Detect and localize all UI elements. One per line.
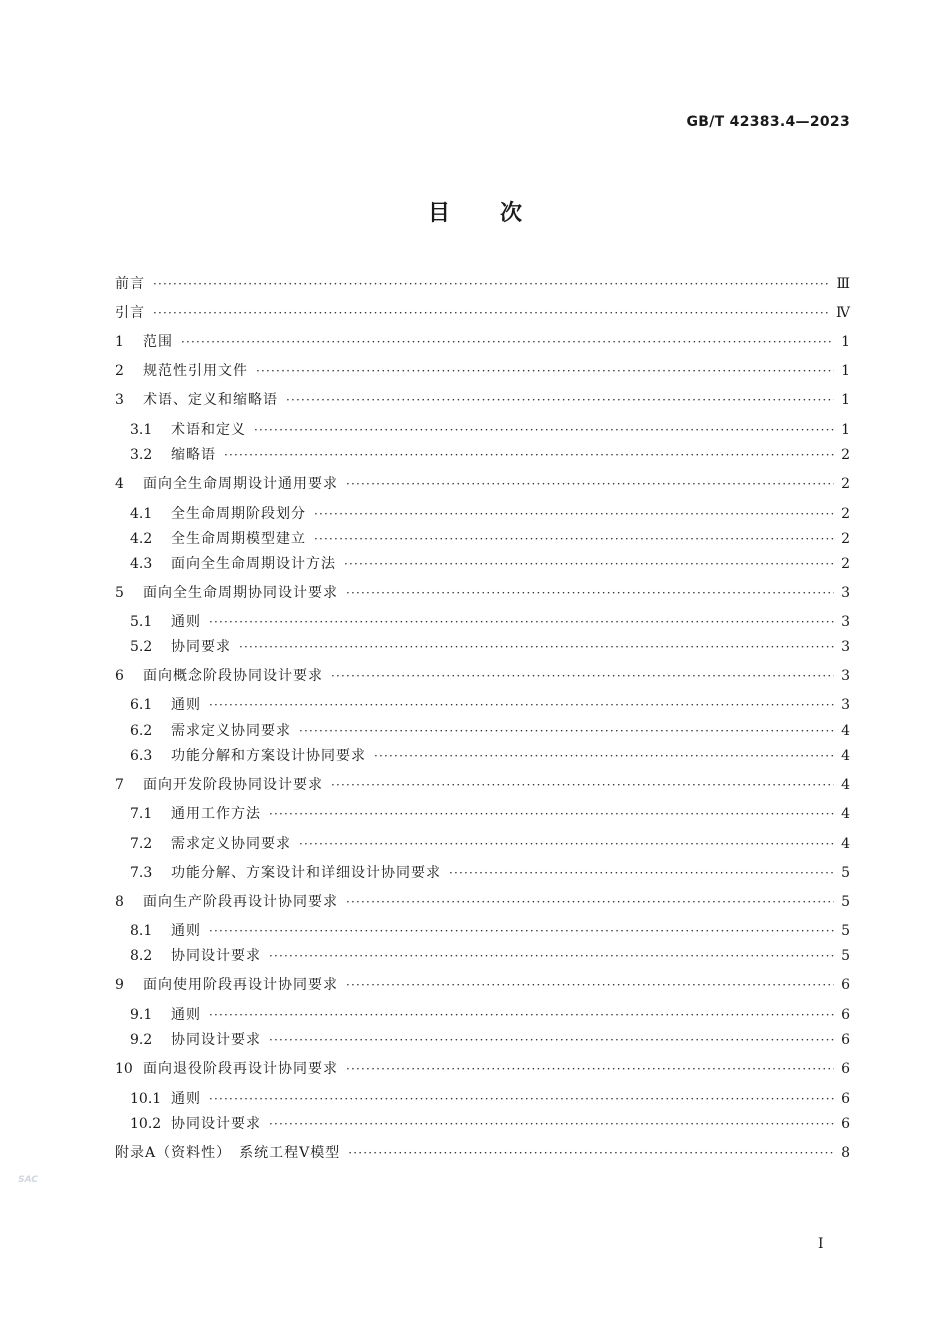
toc-entry-page: 3 — [841, 614, 850, 630]
toc-dot-leader — [348, 1143, 834, 1163]
toc-entry-number: 4 — [115, 476, 124, 492]
toc-entry-title: 通则 — [171, 923, 201, 939]
toc-entry-title: 需求定义协同要求 — [171, 836, 291, 852]
toc-entry-number: 4.1 — [130, 506, 153, 522]
toc-entry-page: 2 — [841, 556, 850, 572]
toc-entry-page: 6 — [841, 1091, 850, 1107]
toc-dot-leader — [181, 332, 834, 352]
toc-entry-number: 8 — [115, 894, 124, 910]
toc-entry[interactable] — [115, 361, 850, 381]
toc-entry[interactable] — [130, 1089, 850, 1109]
toc-entry-title: 功能分解和方案设计协同要求 — [171, 748, 366, 764]
standard-code: GB/T 42383.4—2023 — [686, 114, 850, 130]
toc-entry[interactable] — [130, 529, 850, 549]
toc-entry-title: 全生命周期模型建立 — [171, 531, 306, 547]
toc-entry[interactable] — [130, 445, 850, 465]
toc-entry[interactable] — [115, 1059, 850, 1079]
toc-entry-number: 7.2 — [130, 836, 153, 852]
toc-entry-title: 范围 — [143, 334, 173, 350]
toc-entry-title: 面向生产阶段再设计协同要求 — [143, 894, 338, 910]
toc-entry[interactable] — [130, 746, 850, 766]
toc-entry[interactable] — [115, 583, 850, 603]
toc-dot-leader — [239, 637, 834, 657]
toc-entry-title: 通则 — [171, 1091, 201, 1107]
toc-entry-title: 面向使用阶段再设计协同要求 — [143, 977, 338, 993]
toc-entry-page: 3 — [841, 697, 850, 713]
toc-entry-page: 2 — [841, 506, 850, 522]
toc-dot-leader — [449, 863, 834, 883]
toc-entry-title: 协同设计要求 — [171, 1032, 261, 1048]
toc-entry-number: 8.2 — [130, 948, 153, 964]
toc-entry-title: 通则 — [171, 1007, 201, 1023]
toc-entry-title: 功能分解、方案设计和详细设计协同要求 — [171, 865, 441, 881]
toc-dot-leader — [346, 892, 834, 912]
toc-dot-leader — [269, 1114, 834, 1134]
toc-entry-page: 1 — [841, 334, 850, 350]
toc-entry-page: 6 — [841, 1007, 850, 1023]
toc-entry-number: 6 — [115, 668, 124, 684]
toc-dot-leader — [346, 583, 834, 603]
toc-entry-title: 前言 — [115, 276, 145, 292]
toc-dot-leader — [209, 1005, 834, 1025]
toc-entry-title: 面向开发阶段协同设计要求 — [143, 777, 323, 793]
toc-entry[interactable] — [130, 1005, 850, 1025]
toc-entry-page: 4 — [841, 836, 850, 852]
toc-entry-page: 4 — [841, 748, 850, 764]
toc-entry[interactable] — [115, 390, 850, 410]
toc-entry-page: 2 — [841, 531, 850, 547]
toc-entry-page: 8 — [841, 1145, 850, 1161]
toc-dot-leader — [344, 554, 834, 574]
toc-dot-leader — [331, 775, 834, 795]
toc-title: 目次 — [427, 201, 572, 226]
toc-entry[interactable] — [130, 1030, 850, 1050]
toc-entry-title: 引言 — [115, 305, 145, 321]
toc-entry-number: 5.2 — [130, 639, 153, 655]
toc-dot-leader — [209, 695, 834, 715]
toc-entry-title: 附录A（资料性） 系统工程V模型 — [115, 1145, 341, 1161]
toc-entry-number: 9.2 — [130, 1032, 153, 1048]
toc-dot-leader — [314, 504, 834, 524]
toc-dot-leader — [209, 921, 834, 941]
toc-dot-leader — [256, 361, 834, 381]
toc-dot-leader — [209, 612, 834, 632]
toc-entry-number: 6.3 — [130, 748, 153, 764]
toc-entry-number: 6.2 — [130, 723, 153, 739]
toc-entry-page: 1 — [841, 392, 850, 408]
toc-entry[interactable] — [115, 975, 850, 995]
toc-dot-leader — [299, 721, 834, 741]
toc-entry-title: 协同设计要求 — [171, 1116, 261, 1132]
toc-dot-leader — [286, 390, 834, 410]
toc-dot-leader — [346, 474, 834, 494]
toc-entry-number: 1 — [115, 334, 124, 350]
toc-entry-number: 3.1 — [130, 422, 153, 438]
toc-entry-page: 2 — [841, 447, 850, 463]
toc-entry-number: 10 — [115, 1061, 133, 1077]
toc-entry-title: 面向全生命周期协同设计要求 — [143, 585, 338, 601]
toc-entry[interactable] — [130, 721, 850, 741]
toc-entry[interactable] — [115, 1143, 850, 1163]
toc-entry-page: 6 — [841, 977, 850, 993]
toc-entry[interactable] — [115, 303, 850, 323]
toc-entry[interactable] — [115, 775, 850, 795]
toc-entry-page: 5 — [841, 923, 850, 939]
toc-entry-number: 6.1 — [130, 697, 153, 713]
toc-entry-number: 7.3 — [130, 865, 153, 881]
toc-entry-number: 2 — [115, 363, 124, 379]
toc-entry-title: 缩略语 — [171, 447, 216, 463]
toc-entry-page: Ⅲ — [836, 276, 850, 292]
toc-entry-page: 3 — [841, 585, 850, 601]
toc-dot-leader — [153, 274, 830, 294]
toc-entry-number: 4.2 — [130, 531, 153, 547]
toc-dot-leader — [209, 1089, 834, 1109]
toc-dot-leader — [224, 445, 834, 465]
toc-entry[interactable] — [130, 504, 850, 524]
toc-entry[interactable] — [130, 1114, 850, 1134]
toc-entry-number: 10.2 — [130, 1116, 162, 1132]
toc-entry[interactable] — [130, 554, 850, 574]
toc-entry-number: 10.1 — [130, 1091, 162, 1107]
toc-entry-page: Ⅳ — [836, 305, 850, 321]
toc-dot-leader — [299, 834, 834, 854]
toc-entry[interactable] — [130, 612, 850, 632]
toc-entry-page: 3 — [841, 639, 850, 655]
toc-entry-page: 6 — [841, 1061, 850, 1077]
toc-dot-leader — [374, 746, 834, 766]
toc-dot-leader — [314, 529, 834, 549]
toc-entry[interactable] — [115, 666, 850, 686]
toc-entry-title: 需求定义协同要求 — [171, 723, 291, 739]
toc-entry-page: 5 — [841, 948, 850, 964]
toc-entry[interactable] — [115, 274, 850, 294]
toc-entry-number: 5 — [115, 585, 124, 601]
toc-entry[interactable] — [115, 332, 850, 352]
toc-entry-page: 5 — [841, 894, 850, 910]
toc-entry-number: 7 — [115, 777, 124, 793]
toc-entry-number: 8.1 — [130, 923, 153, 939]
toc-entry-number: 9.1 — [130, 1007, 153, 1023]
toc-entry-title: 面向退役阶段再设计协同要求 — [143, 1061, 338, 1077]
toc-entry[interactable] — [130, 834, 850, 854]
toc-dot-leader — [254, 420, 834, 440]
toc-dot-leader — [269, 946, 834, 966]
toc-entry-title: 面向全生命周期设计方法 — [171, 556, 336, 572]
toc-dot-leader — [346, 975, 834, 995]
toc-entry-title: 规范性引用文件 — [143, 363, 248, 379]
toc-entry-title: 协同要求 — [171, 639, 231, 655]
toc-entry[interactable] — [130, 637, 850, 657]
toc-entry-title: 通用工作方法 — [171, 806, 261, 822]
toc-entry-page: 4 — [841, 723, 850, 739]
toc-entry-page: 6 — [841, 1116, 850, 1132]
toc-entry-title: 术语、定义和缩略语 — [143, 392, 278, 408]
toc-entry-number: 4.3 — [130, 556, 153, 572]
toc-entry-page: 4 — [841, 806, 850, 822]
toc-entry-page: 4 — [841, 777, 850, 793]
toc-entry-page: 1 — [841, 363, 850, 379]
toc-dot-leader — [269, 804, 834, 824]
toc-entry-title: 通则 — [171, 614, 201, 630]
toc-entry-title: 术语和定义 — [171, 422, 246, 438]
toc-dot-leader — [153, 303, 830, 323]
toc-entry-title: 协同设计要求 — [171, 948, 261, 964]
toc-entry-title: 通则 — [171, 697, 201, 713]
toc-entry[interactable] — [130, 420, 850, 440]
toc-entry[interactable] — [130, 695, 850, 715]
sac-watermark-logo: SAC — [18, 1175, 38, 1185]
toc-entry-title: 全生命周期阶段划分 — [171, 506, 306, 522]
toc-entry-number: 7.1 — [130, 806, 153, 822]
page-number: Ⅰ — [818, 1236, 824, 1252]
toc-entry-page: 5 — [841, 865, 850, 881]
toc-entry-page: 1 — [841, 422, 850, 438]
toc-entry[interactable] — [115, 892, 850, 912]
toc-entry-number: 3 — [115, 392, 124, 408]
toc-entry-number: 3.2 — [130, 447, 153, 463]
toc-entry-page: 6 — [841, 1032, 850, 1048]
toc-entry-page: 2 — [841, 476, 850, 492]
toc-entry[interactable] — [130, 804, 850, 824]
toc-entry-number: 9 — [115, 977, 124, 993]
toc-dot-leader — [269, 1030, 834, 1050]
toc-dot-leader — [346, 1059, 834, 1079]
toc-entry-page: 3 — [841, 668, 850, 684]
toc-entry[interactable] — [130, 946, 850, 966]
toc-dot-leader — [331, 666, 834, 686]
toc-entry[interactable] — [130, 863, 850, 883]
toc-entry[interactable] — [130, 921, 850, 941]
toc-entry-title: 面向全生命周期设计通用要求 — [143, 476, 338, 492]
toc-entry[interactable] — [115, 474, 850, 494]
toc-entry-title: 面向概念阶段协同设计要求 — [143, 668, 323, 684]
toc-entry-number: 5.1 — [130, 614, 153, 630]
